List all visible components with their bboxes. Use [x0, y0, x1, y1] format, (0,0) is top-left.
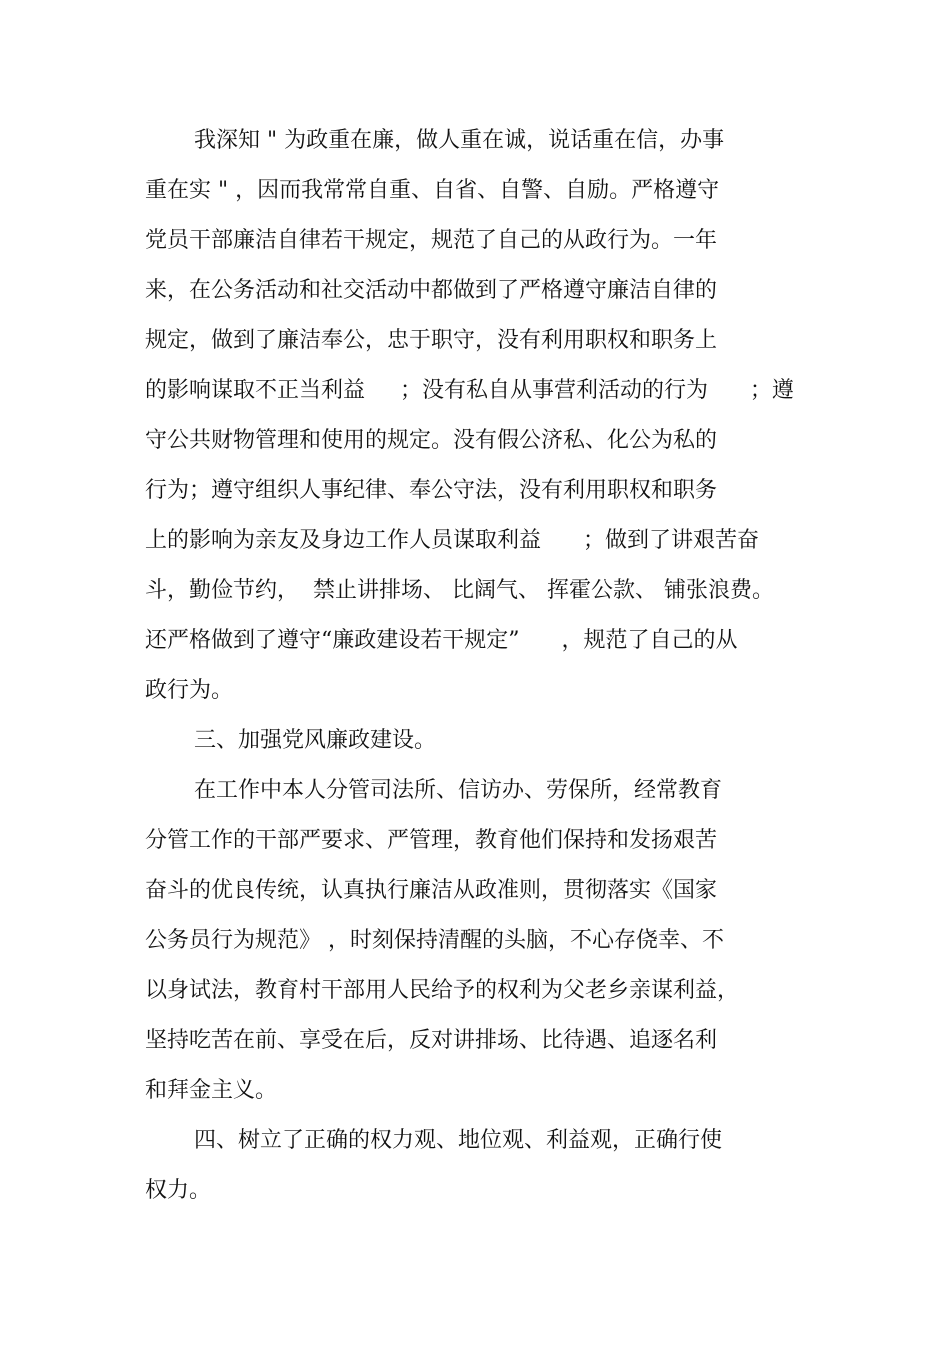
paragraph-1-line-7: 守公共财物管理和使用的规定。没有假公济私、化公为私的 — [145, 428, 718, 453]
paragraph-1-line-12: 政行为。 — [145, 678, 234, 703]
paragraph-2-line-5: 以身试法，教育村干部用人民给予的权利为父老乡亲谋利益， — [145, 978, 740, 1003]
paragraph-1-line-10: 斗，勤俭节约， 禁止讲排场、 比阔气、 挥霍公款、 铺张浪费。 — [145, 578, 774, 603]
section-heading-4-line-1: 四、树立了正确的权力观、地位观、利益观，正确行使 — [194, 1128, 723, 1153]
paragraph-1-line-1: 我深知 " 为政重在廉，做人重在诚，说话重在信，办事 — [194, 128, 725, 153]
paragraph-1-line-8: 行为；遵守组织人事纪律、奉公守法，没有利用职权和职务 — [145, 478, 718, 503]
paragraph-2-line-7: 和拜金主义。 — [145, 1078, 278, 1103]
paragraph-2-line-3: 奋斗的优良传统，认真执行廉洁从政准则，贯彻落实《国家 — [145, 878, 718, 903]
paragraph-1-line-3: 党员干部廉洁自律若干规定，规范了自己的从政行为。一年 — [145, 228, 718, 253]
paragraph-1-line-6: 的影响谋取不正当利益 ；没有私自从事营利活动的行为 ；遵 — [145, 378, 794, 403]
paragraph-1-line-2: 重在实 " ，因而我常常自重、自省、自警、自励。严格遵守 — [145, 178, 720, 203]
section-heading-3: 三、加强党风廉政建设。 — [194, 728, 437, 753]
paragraph-2-line-6: 坚持吃苦在前、享受在后，反对讲排场、比待遇、追逐名利 — [145, 1028, 718, 1053]
paragraph-1-line-11: 还严格做到了遵守“廉政建设若干规定” ，规范了自己的从 — [145, 628, 738, 653]
paragraph-1-line-9: 上的影响为亲友及身边工作人员谋取利益 ；做到了讲艰苦奋 — [145, 528, 759, 553]
paragraph-1-line-4: 来，在公务活动和社交活动中都做到了严格遵守廉洁自律的 — [145, 278, 718, 303]
section-heading-4-line-2: 权力。 — [145, 1178, 212, 1203]
paragraph-1-line-5: 规定，做到了廉洁奉公，忠于职守，没有利用职权和职务上 — [145, 328, 718, 353]
paragraph-2-line-1: 在工作中本人分管司法所、信访办、劳保所，经常教育 — [194, 778, 723, 803]
paragraph-2-line-2: 分管工作的干部严要求、严管理，教育他们保持和发扬艰苦 — [145, 828, 718, 853]
paragraph-2-line-4: 公务员行为规范》 ，时刻保持清醒的头脑，不心存侥幸、不 — [145, 928, 724, 953]
